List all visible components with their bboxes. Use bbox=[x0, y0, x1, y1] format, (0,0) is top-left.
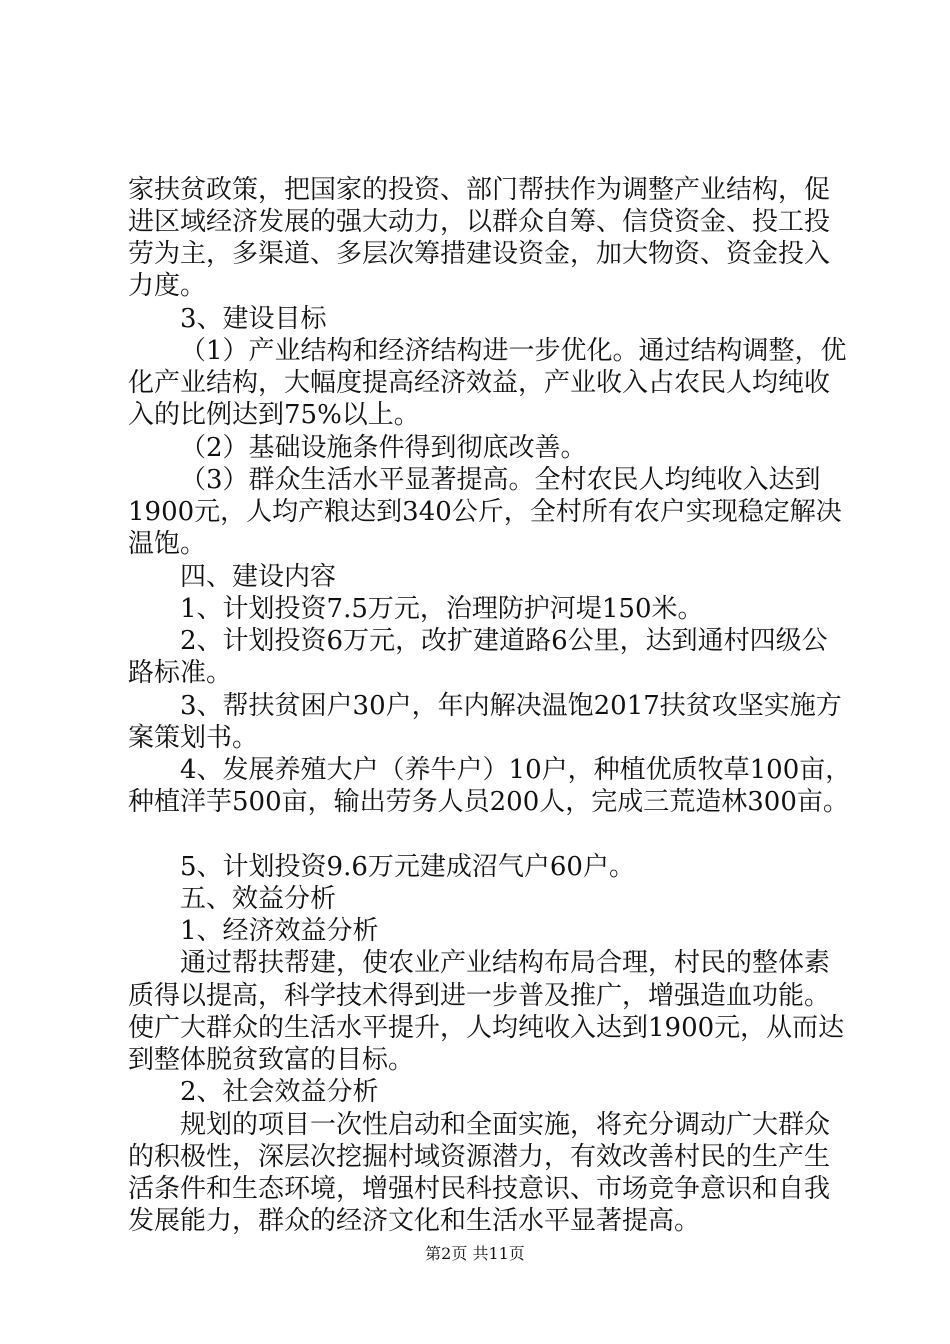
body-text-line: 路标准。 bbox=[128, 658, 233, 688]
body-text-line: （3）群众生活水平显著提高。全村农民人均纯收入达到 bbox=[180, 465, 821, 495]
body-text-line: 化产业结构，大幅度提高经济效益，产业收入占农民人均纯收 bbox=[128, 368, 831, 398]
body-text-line: （2）基础设施条件得到彻底改善。 bbox=[180, 433, 587, 463]
body-text-line: 进区域经济发展的强大动力，以群众自筹、信贷资金、投工投 bbox=[128, 207, 831, 237]
body-text-line: 2、计划投资6万元，改扩建道路6公里，达到通村四级公 bbox=[180, 626, 828, 656]
body-text-line: （1）产业结构和经济结构进一步优化。通过结构调整，优 bbox=[180, 336, 847, 366]
body-text-line: 发展能力，群众的经济文化和生活水平显著提高。 bbox=[128, 1206, 701, 1236]
body-text-line: 案策划书。 bbox=[128, 723, 259, 753]
body-text-line: 4、发展养殖大户（养牛户）10户，种植优质牧草100亩， bbox=[180, 755, 852, 785]
body-text-line: 种植洋芋500亩，输出劳务人员200人，完成三荒造林300亩。 bbox=[128, 787, 849, 817]
body-text-line: 3、帮扶贫困户30户，年内解决温饱2017扶贫攻坚实施方 bbox=[180, 691, 842, 721]
section-heading: 2、社会效益分析 bbox=[180, 1077, 379, 1107]
body-text-line: 家扶贫政策，把国家的投资、部门帮扶作为调整产业结构，促 bbox=[128, 175, 831, 205]
body-text-line: 活条件和生态环境，增强村民科技意识、市场竞争意识和自我 bbox=[128, 1174, 831, 1204]
section-heading: 1、经济效益分析 bbox=[180, 916, 379, 946]
body-text-line: 劳为主，多渠道、多层次筹措建设资金，加大物资、资金投入 bbox=[128, 239, 831, 269]
body-text-line: 到整体脱贫致富的目标。 bbox=[128, 1045, 415, 1075]
section-heading: 五、效益分析 bbox=[180, 884, 337, 914]
body-text-line: 1900元，人均产粮达到340公斤，全村所有农户实现稳定解决 bbox=[128, 497, 842, 527]
body-text-line: 力度。 bbox=[128, 271, 207, 301]
body-text-line: 的积极性，深层次挖掘村域资源潜力，有效改善村民的生产生 bbox=[128, 1142, 831, 1172]
section-heading: 四、建设内容 bbox=[180, 562, 337, 592]
body-text-line: 1、计划投资7.5万元，治理防护河堤150米。 bbox=[180, 594, 704, 624]
page-footer: 第2页 共11页 bbox=[425, 1244, 525, 1263]
body-text-line: 入的比例达到75%以上。 bbox=[128, 400, 420, 430]
body-text-line: 5、计划投资9.6万元建成沼气户60户。 bbox=[180, 852, 635, 882]
body-text-line: 温饱。 bbox=[128, 529, 207, 559]
body-text-line: 通过帮扶帮建，使农业产业结构布局合理，村民的整体素 bbox=[180, 948, 831, 978]
section-heading: 3、建设目标 bbox=[180, 304, 327, 334]
body-text-line: 规划的项目一次性启动和全面实施，将充分调动广大群众 bbox=[180, 1110, 831, 1140]
body-text-line: 使广大群众的生活水平提升，人均纯收入达到1900元，从而达 bbox=[128, 1013, 845, 1043]
body-text-line: 质得以提高，科学技术得到进一步普及推广，增强造血功能。 bbox=[128, 981, 831, 1011]
